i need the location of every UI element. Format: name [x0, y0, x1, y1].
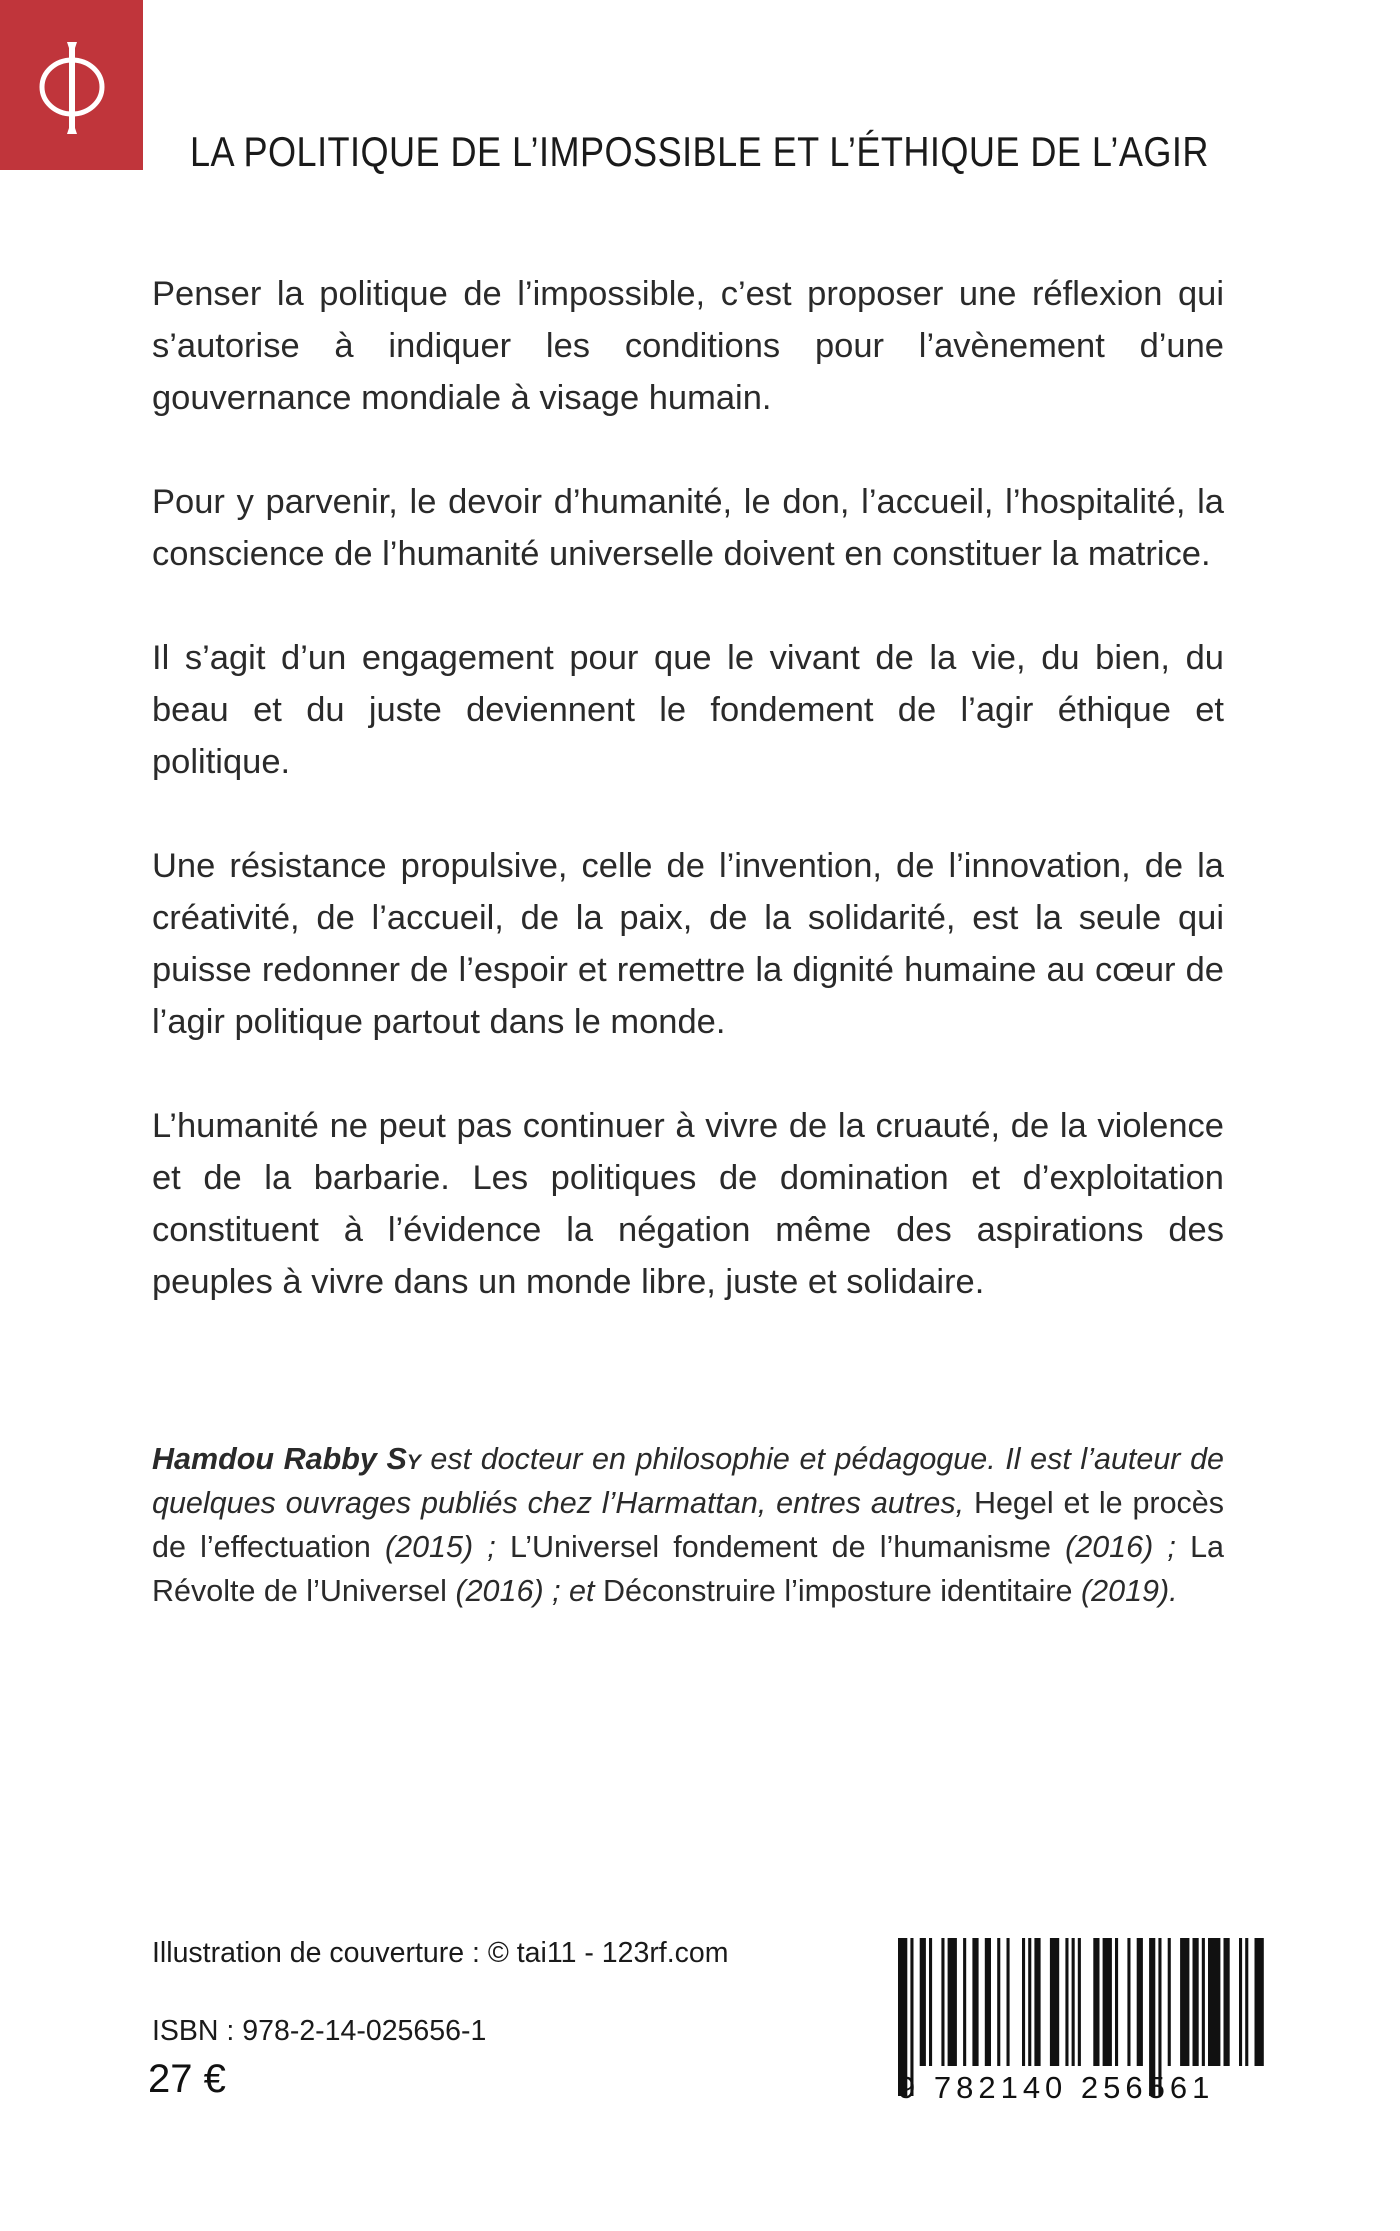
barcode-bar: [972, 1938, 978, 2066]
barcode-bar: [997, 1938, 1000, 2066]
phi-icon: [32, 30, 112, 140]
barcode-bar: [1224, 1938, 1230, 2066]
blurb-paragraph: Il s’agit d’un engagement pour que le vivant de la vie, du bien, du beau et du juste deviennent le fondement de l’agir éthique et politique.: [152, 639, 1224, 781]
blurb-paragraph: Penser la politique de l’impossible, c’est proposer une réflexion qui s’autorise à indiquer les conditions pour l’avènement d’une gouvernance mondiale à visage humain.: [152, 275, 1224, 417]
barcode-bar: [985, 1938, 991, 2066]
book-title: LA POLITIQUE DE L’IMPOSSIBLE ET L’ÉTHIQUE DE L’AGIR: [190, 128, 1209, 175]
price: 27 €: [148, 2057, 226, 2101]
book-reference: L’Universel fondement de l’humanisme: [509, 1530, 1051, 1564]
barcode-bar: [941, 1938, 944, 2066]
barcode-bar: [1050, 1938, 1059, 2066]
barcode-bar: [1028, 1938, 1031, 2066]
bio-year: (2015) ;: [370, 1530, 510, 1564]
barcode-bar: [1255, 1938, 1264, 2066]
barcode-bar: [929, 1938, 932, 2066]
barcode-bar: [1245, 1938, 1248, 2066]
barcode-bar: [1072, 1938, 1075, 2066]
barcode-bar: [1093, 1938, 1099, 2066]
barcode-bar: [1007, 1938, 1010, 2066]
barcode-bar: [1034, 1938, 1040, 2066]
book-reference: La Révolte de l’Universel: [152, 1530, 1224, 1608]
blurb-paragraph: Une résistance propulsive, celle de l’invention, de l’innovation, de la créativité, de l’accueil, de la paix, de la solidarité, est la seule qui puisse redonner de l’espoir et remettre la dignité humaine au cœur de l’agir politique partout dans le monde.: [152, 847, 1224, 1041]
barcode-bar: [1208, 1938, 1220, 2066]
blurb-paragraph: Pour y parvenir, le devoir d’humanité, le don, l’accueil, l’hospitalité, la conscience de l’humanité universelle doivent en constituer la matrice.: [152, 483, 1224, 573]
cover-credit: Illustration de couverture : © tai11 - 123rf.com: [152, 1937, 729, 1969]
blurb-paragraph: L’humanité ne peut pas continuer à vivre de la cruauté, de la violence et de la barbarie. Les politiques de domination et d’exploitation constituent à l’évidence la négation même des aspirations des peuples à vivre dans un monde libre, juste et solidaire.: [152, 1107, 1224, 1301]
barcode-bar: [1180, 1938, 1189, 2066]
barcode-bar: [1137, 1938, 1143, 2066]
barcode-bar: [1103, 1938, 1112, 2066]
author-first-name: Hamdou Rabby: [152, 1442, 377, 1476]
barcode-bar: [948, 1938, 957, 2066]
barcode-bar: [1078, 1938, 1081, 2066]
barcode-bar: [1115, 1938, 1118, 2066]
barcode-bar: [920, 1938, 926, 2066]
book-reference: Hegel et le procès de l’effectuation: [152, 1486, 1224, 1564]
bio-year: (2019).: [1072, 1574, 1178, 1608]
barcode-bar: [1239, 1938, 1242, 2066]
blurb: [152, 268, 1224, 1360]
author-last-name: Sy: [386, 1442, 421, 1476]
bio-year: (2016) ; et: [446, 1574, 603, 1608]
barcode-bar: [1193, 1938, 1199, 2066]
barcode-digits: 9 782140 256561: [898, 2070, 1215, 2105]
bio-year: (2016) ;: [1050, 1530, 1191, 1564]
isbn: ISBN : 978-2-14-025656-1: [152, 2015, 487, 2047]
barcode-bar: [1065, 1938, 1068, 2066]
barcode-bar: [1127, 1938, 1130, 2066]
barcode-bar: [1202, 1938, 1205, 2066]
bio-text: est docteur en philosophie et pédagogue. Il est l’auteur de quelques ouvrages publiés chez l’Harmattan, entres autres,: [152, 1442, 1224, 1520]
author-bio: [152, 1437, 1224, 1613]
barcode-bar: [1168, 1938, 1171, 2066]
barcode-bar: [963, 1938, 966, 2066]
book-reference: Déconstruire l’imposture identitaire: [602, 1574, 1073, 1608]
barcode-bar: [1022, 1938, 1025, 2066]
publisher-logo: [0, 0, 143, 170]
